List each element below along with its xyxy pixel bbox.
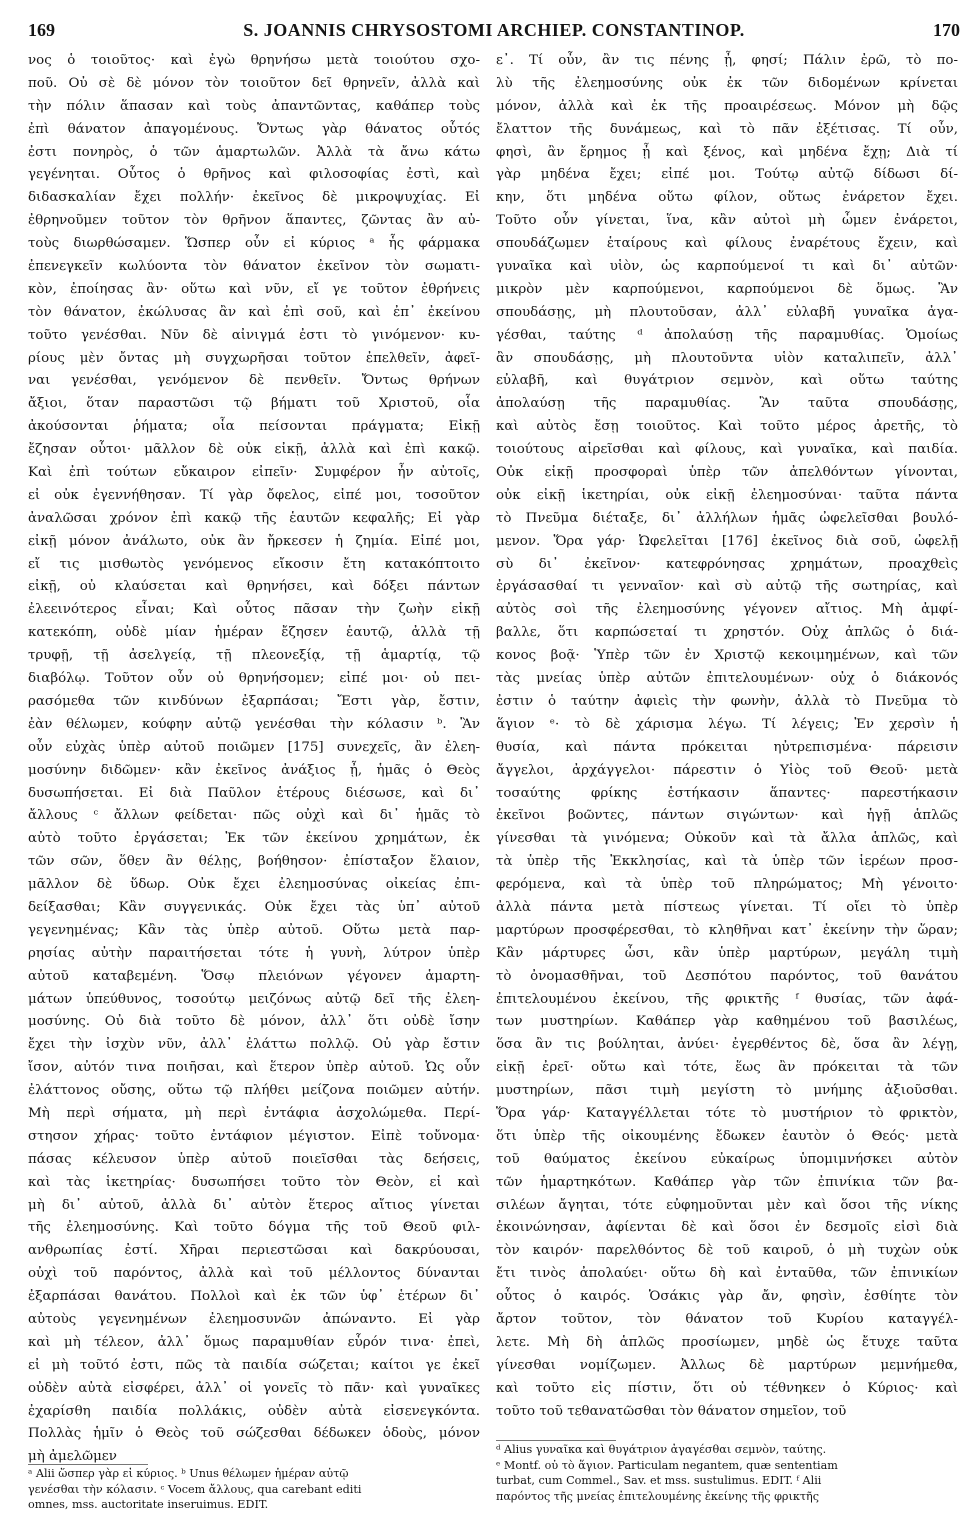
text-line: ἐκεῖνοι βοῶντες, πάντων σιγώντων· καὶ ἡγῇ ἁπλῶς: [496, 808, 958, 824]
text-line: γυναῖκα καὶ υἱὸν, ὡς καρπούμενοί τι καὶ δι᾽ αὐτῶν·: [496, 259, 958, 275]
text-line: καὶ τὰς ἱκετηρίας· δυσωπήσει τοῦτο τὸν Θεὸν, εἰ καὶ: [28, 1174, 480, 1190]
text-line: τοὺς διωρθώσαμεν. Ὥσπερ οὖν εἰ κύριος ᵃ ἧς φάρμακα: [28, 236, 480, 252]
text-line: μὴ δι᾽ αὐτοῦ, ἀλλὰ δι᾽ αὐτὸν ἕτερος αἴτιος γίνεται: [28, 1197, 480, 1213]
text-line: ε᾽. Τί οὖν, ἂν τις πένης ᾖ, φησί; Πάλιν ἐρῶ, τὸ πο-: [496, 53, 958, 68]
text-line: τὰς μνείας ὑπὲρ αὐτῶν ἐπιτελουμένων· οὐχ ὁ διάκονός: [496, 671, 958, 687]
text-line: ανθρωπίας ἐστί. Χῆραι περιεστῶσαι καὶ δακρύουσαι,: [28, 1243, 480, 1259]
text-line: Ὅρα γάρ· Καταγγέλλεται τότε τὸ μυστήριον τὸ φρικτὸν,: [496, 1105, 958, 1121]
text-line: ἴσον, αὐτόν τινα ποιῆσαι, καὶ ἕτερον ὑπὲρ αὐτοῦ. Ὡς οὖν: [28, 1060, 480, 1076]
footnote-line: ᵃ Alii ὥσπερ γὰρ εἰ κύριος. ᵇ Unus θέλωμεν ἡμέραν αὐτῷ: [28, 1467, 349, 1480]
text-line: ἀπολαύσῃ τῆς παραμυθίας. Ἂν ταῦτα σπουδάσῃς,: [496, 396, 958, 412]
text-line: τοῦτο τοῦ τεθανατῶσθαι τὸν θάνατον σημεῖον, τοῦ: [496, 1403, 847, 1419]
text-line: διαβόλῳ. Τοῦτον οὖν οὐ θρηνήσομεν; εἰπέ μοι· οὐ πει-: [28, 671, 480, 687]
text-line: τὸν καιρόν· παρελθόντος δὲ τοῦ καιροῦ, ὁ μὴ τυχὼν οὐκ: [496, 1243, 958, 1259]
footnote-rule-right: [496, 1440, 616, 1441]
text-line: ἔζησαν οὗτοι· μᾶλλον δὲ οὐκ εἰκῇ, ἀλλὰ καὶ ἐπὶ κακῷ.: [28, 442, 480, 458]
text-line: ἄξιοι, ὅταν παραστῶσι τῷ βήματι τοῦ Χριστοῦ, οἷα: [28, 396, 480, 412]
text-line: πάσας κέλευσον ὑπὲρ αὐτοῦ ποιεῖσθαι τὰς δεήσεις,: [28, 1151, 480, 1167]
text-line: κατεκόπη, οὐδὲ μίαν ἡμέραν ἔζησεν ἑαυτῷ, ἀλλὰ τῇ: [28, 625, 480, 641]
text-line: τὸν θάνατον, ἐκώλυσας ἂν καὶ ἐπὶ σοῦ, καὶ ἐπ᾽ ἐκείνου: [28, 304, 480, 320]
text-line: εἰκῇ ἐρεῖ· οὕτω καὶ τότε, ἕως ἂν πρόκειται τὰ τῶν: [496, 1060, 958, 1076]
text-line: ὅτι ὑπὲρ τῆς οἰκουμένης ἔδωκεν ἑαυτὸν ὁ Θεός· μετὰ: [496, 1128, 958, 1144]
text-line: Οὐκ εἰκῇ προσφοραὶ ὑπὲρ τῶν ἀπελθόντων γίνονται,: [496, 465, 958, 481]
text-line: αὐτοὺς γεγενημένων ἐλεημοσυνῶν ἀπώναντο. Εἰ γὰρ: [28, 1311, 480, 1327]
text-line: τοιούτους αἱρεῖσθαι καὶ φίλους, καὶ γυναῖκα, καὶ παιδία.: [496, 442, 958, 458]
text-line: εἰ οὐκ ἐγεννήθησαν. Τί γὰρ ὄφελος, εἰπέ μοι, τοσοῦτον: [28, 487, 480, 503]
text-line: γεγενημένας; Κἂν τὰς ὑπὲρ αὐτοῦ. Οὕτω μετὰ παρ-: [28, 922, 480, 938]
text-line: τοῦ θαύματος ἐκείνου εὐκαίρως ὑπομιμνήσκει αὐτὸν: [496, 1151, 958, 1167]
text-line: εἰκῇ μόνον ἀνάλωτο, οὐκ ἂν ἤρκεσεν ἡ ζημία. Εἰπέ μοι,: [28, 533, 480, 549]
text-line: ρησίας αὐτὴν παραιτήσεται τότε ἡ γυνὴ, λύτρον ὑπὲρ: [28, 945, 480, 961]
text-line: τοσαύτης φρίκης ἑστήκασιν ἅπαντες· παρεστήκασιν: [496, 785, 958, 801]
text-line: τὰ ὑπὲρ τῆς Ἐκκλησίας, καὶ τὰ ὑπὲρ τῶν ἱερέων προσ-: [496, 854, 958, 870]
text-line: Κἂν μάρτυρες ὦσι, κἂν ὑπὲρ μαρτύρων, μεγάλη τιμὴ: [496, 945, 958, 961]
text-line: μόνον, ἀλλὰ καὶ ἐκ τῆς προαιρέσεως. Μόνον μὴ δῷς: [496, 98, 958, 114]
text-line: ἅγιον ᵉ· τὸ δὲ χάρισμα λέγω. Τί λέγεις; Ἐν χερσὶν ἡ: [496, 716, 958, 732]
right-text-column: [496, 50, 958, 1423]
text-line: φερόμενα, καὶ τὰ ὑπὲρ τοῦ πληρώματος; Μὴ γένοιτο·: [496, 877, 958, 893]
text-line: διδασκαλίαν ἔχει πολλήν· ἐκεῖνος δὲ μικροψυχίας. Εἰ: [28, 190, 480, 206]
text-line: Καὶ ἐπὶ τούτων εὔκαιρον εἰπεῖν· Συμφέρον ἦν αὐτοῖς,: [28, 465, 480, 481]
text-line: ἔτι τινὸς ἀπολαύει· οὕτω δὴ καὶ ἐνταῦθα, τῶν ἐπινικίων: [496, 1266, 958, 1282]
text-line: σιλέων ἄγηται, τότε εὐφημοῦνται μὲν καὶ ὅσοι τῆς νίκης: [496, 1197, 958, 1213]
text-line: ἀκούσονται ῥήματα; οἷα πείσονται πράγματα; Εἰκῇ: [28, 419, 480, 435]
text-line: αὐτὸ τοῦτο ἐργάσεται; Ἐκ τῶν ἐκείνου χρημάτων, ἐκ: [28, 831, 480, 847]
text-line: εἰκῇ, οὐ κλαύσεται καὶ θρηνήσει, καὶ δόξει πάντων: [28, 579, 480, 595]
footnote-line: ᵈ Alius γυναῖκα καὶ θυγάτριον ἀγαγέσθαι σεμνὸν, ταύτης.: [496, 1443, 827, 1456]
text-line: γὰρ μηδένα ἔχει; εἰπέ μοι. Τούτῳ αὐτῷ δίδωσι δί-: [496, 167, 958, 183]
footnote-line: omnes, mss. auctoritate inseruimus. EDIT.: [28, 1498, 269, 1511]
text-line: εὐλαβῆ, καὶ θυγάτριον σεμνὸν, καὶ οὕτω ταύτης: [496, 373, 958, 389]
text-line: ἀναλῶσαι χρόνον ἐπὶ κακῷ τῆς ἑαυτῶν κεφαλῆς; Εἰ γὰρ: [28, 510, 480, 526]
text-line: μάτων ὑπεύθυνος, τοσούτῳ μειζόνως αὐτῷ δεῖ τῆς ἐλεη-: [28, 991, 480, 1007]
text-line: ὅσα ἂν τις βούληται, ἀνύει· ἐγερθέντος δὲ, ὅσα ἂν λέγῃ,: [496, 1037, 958, 1053]
text-line: καὶ αὐτὸς ἔσῃ τοιοῦτος. Καὶ τοῦτο μέρος ἀρετῆς, τὸ: [496, 419, 958, 435]
page-number-left: 169: [28, 20, 55, 40]
text-line: ἄγγελοι, ἀρχάγγελοι· πάρεστιν ὁ Υἱὸς τοῦ Θεοῦ· μετὰ: [496, 762, 958, 778]
running-title: S. JOANNIS CHRYSOSTOMI ARCHIEP. CONSTANTINOP.: [243, 20, 745, 40]
text-line: ἐκοινώνησαν, ἀφίενται δὲ καὶ ὅσοι ἐν δεσμοῖς εἰσὶ διὰ: [496, 1220, 958, 1236]
page-number-right: 170: [933, 20, 960, 40]
text-line: τὴν πόλιν ἅπασαν καὶ τοὺς ἀπαντῶντας, καθάπερ τοὺς: [28, 98, 480, 114]
text-line: ἐπιτελουμένου ἐκείνου, τῆς φρικτῆς ᶠ θυσίας, τῶν ἀφά-: [496, 991, 958, 1007]
text-line: τοῦτο γενέσθαι. Νῦν δὲ αἰνιγμά ἐστι τὸ γινόμενον· κυ-: [28, 327, 480, 343]
text-line: μὴ ἀμελῶμεν: [28, 1449, 117, 1465]
text-line: ἐθρηνοῦμεν τοῦτον τὸν θρῆνον ἅπαντες, ζῶντας ἂν αὐ-: [28, 213, 480, 229]
text-line: σπουδάζωμεν ἑταίρους καὶ φίλους ἐναρέτους ἔχειν, καὶ: [496, 236, 958, 252]
footnote-line: turbat, cum Commel., Sav. et mss. sustulimus. EDIT. ᶠ Alii: [496, 1474, 822, 1487]
text-line: θυσία, καὶ πάντα πρόκειται ηὐτρεπισμένα· πάρεισιν: [496, 739, 958, 755]
text-line: ἂν σπουδάσῃς, μὴ πλουτοῦντα υἱὸν καταλιπεῖν, ἀλλ᾽: [496, 350, 958, 366]
text-line: οὐδὲν αὐτὰ εἰσφέρει, ἀλλ᾽ οἱ γονεῖς τὸ πᾶν· καὶ γυναῖκες: [28, 1380, 480, 1396]
text-line: βαλλε, ὅτι καρπώσεταί τι χρηστόν. Οὐχ ἁπλῶς ὁ διά-: [496, 625, 958, 641]
footnote-line: ᵉ Montf. οὐ τὸ ἅγιον. Particulam negantem, quæ sententiam: [496, 1458, 838, 1472]
text-line: τῆς ἐλεημοσύνης. Καὶ τοῦτο δόγμα τῆς τοῦ Θεοῦ φιλ-: [28, 1220, 480, 1236]
footnote-rule-left: [28, 1464, 148, 1465]
text-line: καὶ τοῦτο εἰς πίστιν, ὅτι οὐ τέθνηκεν ὁ Κύριος· καὶ: [496, 1380, 958, 1396]
text-line: ἐχαρίσθη παιδία πολλάκις, οὐδὲν αὐτὰ εἰσενεγκόντα.: [28, 1403, 480, 1419]
text-line: μοσύνης. Οὐ διὰ τοῦτο δὲ μόνον, ἀλλ᾽ ὅτι οὐδὲ ἴσην: [28, 1014, 480, 1030]
text-line: εἴ τις μισθωτὸς γενόμενος εἴκοσιν ἔτη κατακόπτοιτο: [28, 556, 480, 572]
text-line: Πολλὰς ἡμῖν ὁ Θεὸς τοῦ σώζεσθαι δέδωκεν ὁδοὺς, μόνον: [28, 1426, 480, 1442]
text-line: αὐτὸς σοὶ τῆς ἐλεημοσύνης γέγονεν αἴτιος. Μὴ ἀμφί-: [496, 602, 958, 618]
text-line: γίνεσθαι νομίζωμεν. Ἀλλως δὲ μαρτύρων μεμνήμεθα,: [496, 1357, 958, 1373]
text-line: καὶ μὴ τέλεον, ἀλλ᾽ ὅμως παραμυθίαν εὗρόν τινα· ἐπεὶ,: [28, 1334, 480, 1350]
text-line: λετε. Μὴ δὴ ἁπλῶς προσίωμεν, μηδὲ ὡς ἔτυχε ταῦτα: [496, 1334, 958, 1350]
text-line: ἐπὶ θάνατον ἀπαγομένους. Ὄντως γὰρ θάνατος οὗτός: [28, 121, 480, 137]
text-line: ρασόμεθα τῶν κινδύνων ἐξαρπάσαι; Ἔστι γὰρ, ἔστιν,: [28, 693, 480, 709]
text-line: ἔχει τὴν ἰσχὺν νῦν, ἀλλ᾽ ἐλάττω πολλῷ. Οὐ γὰρ ἔστιν: [28, 1037, 480, 1053]
text-line: φησὶ, ἂν ἔρημος ᾖ καὶ ξένος, καὶ μηδένα ἔχῃ; Διὰ τί: [496, 144, 958, 160]
text-line: μοσύνην διδῶμεν· κἂν ἐκεῖνος ἀνάξιος ᾖ, ἡμᾶς ὁ Θεὸς: [28, 762, 480, 778]
text-line: νος ὁ τοιοῦτος· καὶ ἐγὼ θρηνήσω μετὰ τοιούτου σχο-: [28, 53, 480, 68]
text-line: ἔλαττον τῆς δυνάμεως, καὶ τὸ πᾶν ἐξέτισας. Τί οὖν,: [496, 121, 958, 137]
text-line: στησον χήρας· τοῦτο ἐντάφιον μέγιστον. Εἰπὲ τοὔνομα·: [28, 1128, 480, 1144]
text-line: κονος βοᾷ· Ὑπὲρ τῶν ἐν Χριστῷ κεκοιμημένων, καὶ τῶν: [496, 648, 958, 664]
text-line: αὐτοῦ καταβεμένη. Ὅσῳ πλειόνων γέγονεν ἁμαρτη-: [28, 968, 480, 984]
text-line: λὺ τῆς ἐλεημοσύνης οὐκ ἐκ τῶν διδομένων κρίνεται: [496, 75, 958, 91]
text-line: ἐστιν ὁ ταύτην ἀφιεὶς τὴν φωνὴν, ἀλλὰ τὸ Πνεῦμα τὸ: [496, 693, 958, 709]
footnotes-right: [496, 1442, 958, 1504]
text-line: Μὴ περὶ σήματα, μὴ περὶ ἐντάφια ἀσχολώμεθα. Περί-: [28, 1105, 480, 1121]
text-line: ἐπενεγκεῖν κωλύοντα τὸν θάνατον ἐκεῖνον τὸν σωματι-: [28, 259, 480, 275]
footnote-line: παρόντος τῆς μνείας ἐπιτελουμένης ἐκείνης τῆς φρικτῆς: [496, 1489, 820, 1503]
text-line: γέσθαι, ταύτης ᵈ ἀπολαύσῃ τῆς παραμυθίας. Ὁμοίως: [496, 327, 958, 343]
text-line: ἐργάσασθαί τι γενναῖον· καὶ σὺ αὐτῷ τῆς σωτηρίας, καὶ: [496, 579, 958, 595]
text-line: μαρτύρων προσφέρεσθαι, τὸ κληθῆναι κατ᾽ ἐκείνην τὴν ὥραν;: [496, 922, 958, 938]
text-line: μενον. Ὅρα γάρ· Ὠφελεῖται [176] ἐκεῖνος διὰ σοῦ, ὠφελῇ: [496, 533, 958, 549]
text-line: τῶν σῶν, ὅθεν ἂν θέλῃς, βοήθησον· ἐπίσταξον ἔλαιον,: [28, 854, 480, 870]
text-line: εἰ μὴ τοῦτό ἐστι, πῶς τὰ παιδία σώζεται; καίτοι γε ἐκεῖ: [28, 1357, 480, 1373]
text-line: των μυστηρίων. Καθάπερ γὰρ καθημένου τοῦ βασιλέως,: [496, 1014, 958, 1030]
text-line: μικρὸν μὲν καρπούμενοι, καρπούμενοι δὲ ὅμως. Ἂν: [496, 281, 958, 297]
text-line: κην, ὅτι μηδένα οὕτω φίλον, οὕτως ἐνάρετον ἔχει.: [496, 190, 958, 206]
text-line: ρίους μὲν ὄντας μὴ συγχωρῆσαι τοῦτον ἐπελθεῖν, ἀφεῖ-: [28, 350, 480, 366]
text-line: ἐλάττονος οὔσης, οὕτω τῷ πλήθει μείζονα ποιῶμεν αὐτήν.: [28, 1083, 480, 1099]
text-line: ἀλλὰ πάντα μετὰ πίστεως γίνεται. Τί οἴει τὸ ὑπὲρ: [496, 899, 958, 915]
text-line: ἐλεεινότερος εἶναι; Καὶ οὗτος πᾶσαν τὴν ζωὴν εἰκῇ: [28, 602, 480, 618]
text-line: μᾶλλον δὲ ὕδωρ. Οὐκ ἔχει ἐλεημοσύνας οἰκείας ἐπι-: [28, 877, 480, 893]
text-line: σπουδάσῃς, μὴ πλουτοῦσαν, ἀλλ᾽ εὐλαβῆ γυναῖκα ἀγα-: [496, 304, 958, 320]
text-line: σὺ δι᾽ ἐκεῖνον· κατεφρόνησας χρημάτων, προαχθεὶς: [496, 556, 958, 572]
left-text-column: [28, 50, 480, 1469]
text-line: ἄρτον τοῦτον, τὸν θάνατον τοῦ Κυρίου καταγγέλ-: [496, 1311, 958, 1327]
running-header: [28, 16, 960, 46]
text-line: Τοῦτο οὖν γίνεται, ἵνα, κἂν αὐτοὶ μὴ ὦμεν ἐνάρετοι,: [496, 213, 958, 229]
text-line: δείξασθαι; Κἂν συγγενικάς. Οὐκ ἔχει τὰς ὑπ᾽ αὐτοῦ: [28, 899, 480, 915]
text-line: γίνεσθαι τὰ γινόμενα; Οὐκοῦν καὶ τὰ ἄλλα ἁπλῶς, καὶ: [496, 831, 958, 847]
text-line: κὸν, ἐποίησας ἂν· οὕτω καὶ νῦν, εἴ γε τοῦτον ἐθρήνεις: [28, 281, 480, 297]
footnotes-left: [28, 1466, 480, 1513]
text-line: τὸ ὀνομασθῆναι, τοῦ Δεσπότου παρόντος, τοῦ θανάτου: [496, 968, 958, 984]
text-line: τρυφῇ, τῇ ἀσελγείᾳ, τῇ πλεονεξίᾳ, τῇ ἁμαρτίᾳ, τῷ: [28, 648, 480, 664]
text-line: οὗτος ὁ καιρός. Ὁσάκις γὰρ ἄν, φησὶν, ἐσθίητε τὸν: [496, 1289, 958, 1305]
text-line: γεγένηται. Οὗτος ὁ θρῆνος καὶ φιλοσοφίας ἐστὶ, καὶ: [28, 167, 480, 183]
text-line: ἐξαρπάσαι θανάτου. Πολλοὶ καὶ ἐκ τῶν ὑφ᾽ ἑτέρων δι᾽: [28, 1289, 480, 1305]
text-line: οὖν εὐχὰς ὑπὲρ αὐτοῦ ποιῶμεν [175] συνεχεῖς, ἂν ἐλεη-: [28, 739, 480, 755]
text-line: οὐχὶ τοῦ παρόντος, ἀλλὰ καὶ τοῦ μέλλοντος δύνανται: [28, 1266, 480, 1282]
text-line: δυσωπήσεται. Εἰ διὰ Παῦλον ἑτέρους διέσωσε, καὶ δι᾽: [28, 785, 480, 801]
text-line: τῶν ἡμαρτηκότων. Καθάπερ γὰρ τῶν ἐπινίκια τῶν βα-: [496, 1174, 958, 1190]
text-line: ἐὰν θέλωμεν, κούφην αὐτῷ γενέσθαι τὴν κόλασιν ᵇ. Ἂν: [28, 716, 480, 732]
text-line: τὸ Πνεῦμα διέταξε, δι᾽ ἀλλήλων ἡμᾶς ὠφελεῖσθαι βουλό-: [496, 510, 958, 526]
text-line: ποῦ. Οὐ σὲ δὲ μόνον τὸν τοιοῦτον δεῖ θρηνεῖν, ἀλλὰ καὶ: [28, 75, 480, 91]
text-line: ναι γενέσθαι, γενόμενον δὲ πενθεῖν. Ὄντως θρήνων: [28, 373, 480, 389]
text-line: ἐστι πονηρὸς, ὁ τῶν ἁμαρτωλῶν. Ἀλλὰ τὰ ἄνω κάτω: [28, 144, 480, 160]
text-line: ἄλλους ᶜ ἄλλων φείδεται· πῶς οὐχὶ καὶ δι᾽ ἡμᾶς τὸ: [28, 808, 480, 824]
text-line: μυστηρίων, πᾶσι τιμὴ μεγίστη τὸ μνήμης ἀξιοῦσθαι.: [496, 1083, 958, 1099]
text-line: οὐκ εἰκῇ ἱκετηρίαι, οὐκ εἰκῇ ἐλεημοσύναι· ταῦτα πάντα: [496, 487, 958, 503]
footnote-line: γενέσθαι τὴν κόλασιν. ᶜ Vocem ἄλλους, qua carebant editi: [28, 1482, 362, 1496]
